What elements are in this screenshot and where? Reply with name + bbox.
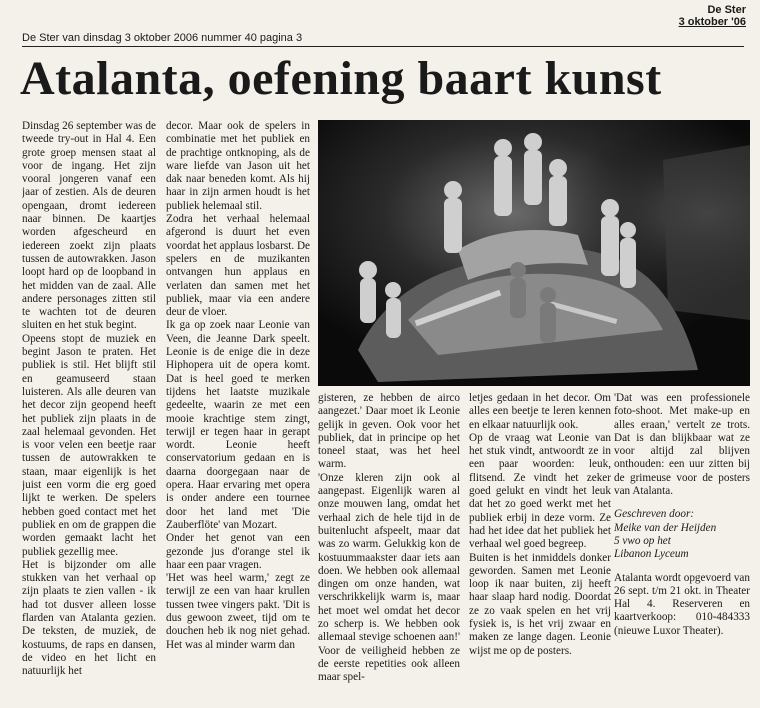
paragraph: letjes gedaan in het decor. Om alles een beetje te leren kennen en elkaar natuurlijk ook.	[469, 392, 611, 431]
paragraph: decor. Maar ook de spelers in combinatie met het publiek en de prachtige ontknoping, als de ware liefde van Jason uit het dak naar beneden komt. Als hij haar in zijn armen houdt is het publiek helemaal stil.	[166, 120, 310, 212]
paragraph: Zodra het verhaal helemaal afgerond is duurt het even voordat het applaus losbarst. De spelers en de muzikanten ontvangen hun applaus en verlaten dan samen met het publiek, maar via een andere deur de vloer.	[166, 213, 310, 319]
credit-line: 5 vwo op het	[614, 534, 671, 547]
paragraph: gisteren, ze hebben de airco aangezet.' Daar moet ik Leonie gelijk in geven. Ook voor het publiek, dat in principe op het toneel staat, was het heel warm.	[318, 392, 460, 471]
stage-photo-illustration	[318, 120, 750, 386]
article-column-5	[614, 392, 750, 704]
article-headline: Atalanta, oefening baart kunst	[20, 52, 662, 105]
article-column-1	[22, 120, 156, 704]
article-column-2	[166, 120, 310, 704]
paragraph: 'Het was heel warm,' zegt ze terwijl ze een van haar krullen tussen twee vingers pakt. 'Dit is dus gewoon zweet, tijd om te douchen heb ik nog niet gehad. Het was al minder warm dan	[166, 572, 310, 651]
paragraph: Buiten is het inmiddels donker geworden. Samen met Leonie loop ik naar buiten, zij heeft haar slaap hard nodig. Doordat ze zo vaak spelen en het vrij fysiek is, is het vrij zwaar en maken ze lange dagen. Leonie wijst me op de posters.	[469, 551, 611, 657]
paragraph: 'Onze kleren zijn ook al aangepast. Eigenlijk waren al onze mouwen lang, omdat het verhaal zich de hele tijd in de buitenlucht afspeelt, maar dat was zo warm. Gelukkig kon de kostuummaakster daar iets aan doen. We hebben ook allemaal dingen om onze handen, wat verschrikkelijk warm is, maar het moet wel omdat het decor zo scherp is. We hebben ook allemaal stevige schoenen aan!' Voor de veiligheid hebben ze de eerste repetities ook alleen maar spel-	[318, 471, 460, 684]
credit-line: Geschreven door:	[614, 508, 695, 521]
article-column-3	[318, 392, 460, 704]
performance-info: Atalanta wordt opgevoerd van 26 sept. t/m 21 okt. in Theater Hal 4. Reserveren en kaartverkoop: 010-484333 (nieuwe Luxor Theater).	[614, 571, 750, 637]
stage-photo	[318, 120, 750, 386]
credit-line: Meike van der Heijden	[614, 521, 717, 534]
newspaper-badge	[679, 4, 746, 28]
credit-line: Libanon Lyceum	[614, 548, 689, 561]
page-header: De Ster van dinsdag 3 oktober 2006 nummer 40 pagina 3	[22, 32, 744, 47]
paragraph: 'Dat was een professionele foto-shoot. Met make-up en alles eraan,' vertelt ze trots. Dat is dan blijkbaar wat ze voor altijd zal blijven onthouden: een uur zitten bij de grimeuse voor de posters van Atalanta.	[614, 392, 750, 498]
paragraph: Het is bijzonder om alle stukken van het verhaal op zijn plaats te zien vallen - ik had tot dusver alleen losse flarden van Atalanta gezien. De teksten, de muziek, de kostuums, de raps en dansen, de video en het licht en natuurlijk het	[22, 558, 156, 678]
paragraph: Onder het genot van een gezonde jus d'orange stel ik haar een paar vragen.	[166, 532, 310, 571]
badge-paper-name: De Ster	[707, 4, 746, 16]
paragraph: Opeens stopt de muziek en begint Jason te praten. Het publiek is stil. Het blijft stil en geamuseerd staan luisteren. Als alle deuren van het decor zijn geopend heeft het publiek zijn plaats in de zaal helemaal gevonden. Het is voor velen een beetje raar tussen de autowrakken te staan, maar eigenlijk is het juist een vorm die erg goed lijkt te werken. De spelers hebben goed contact met het publiek en om de grappen die worden gemaakt lacht het publiek gezellig mee.	[22, 332, 156, 558]
author-credit	[614, 508, 750, 561]
badge-date: 3 oktober '06	[678, 16, 746, 28]
paragraph: Ik ga op zoek naar Leonie van Veen, die Jeanne Dark speelt. Leonie is de enige die in deze Hiphopera uit de opera komt. Dat is heel goed te merken tijdens het laatste muzikale gedeelte, waarin ze met een mooie krachtige stem zingt, terwijl er tegen haar in gerapt wordt. Leonie heeft conservatorium gedaan en is daarna doorgegaan naar de opera. Haar ervaring met opera is onder andere een tournee door het land met 'Die Zauberflöte' van Mozart.	[166, 319, 310, 531]
paragraph: Op de vraag wat Leonie van het stuk vindt, antwoordt ze in een paar woorden: leuk, flitsend. Ze vindt het zeker goed gelukt en vindt het leuk dat het zo goed werkt met het publiek erbij in deze vorm. Ze had het idee dat het publiek het verhaal wel goed begreep.	[469, 431, 611, 551]
paragraph: Dinsdag 26 september was de tweede try-out in Hal 4. Een grote groep mensen staat al voor de ingang. Het zijn vooral jongeren vanaf een jaar of zestien. Als de deuren opengaan, dromt iedereen naar binnen. De kaartjes worden afgescheurd en iedereen zoekt zijn plaats tussen de autowrakken. Jason loopt hard op de loopband in het midden van de zaal. Alle andere personages zitten stil te wachten tot de deuren sluiten en het stuk begint.	[22, 120, 156, 332]
article-column-4	[469, 392, 611, 704]
